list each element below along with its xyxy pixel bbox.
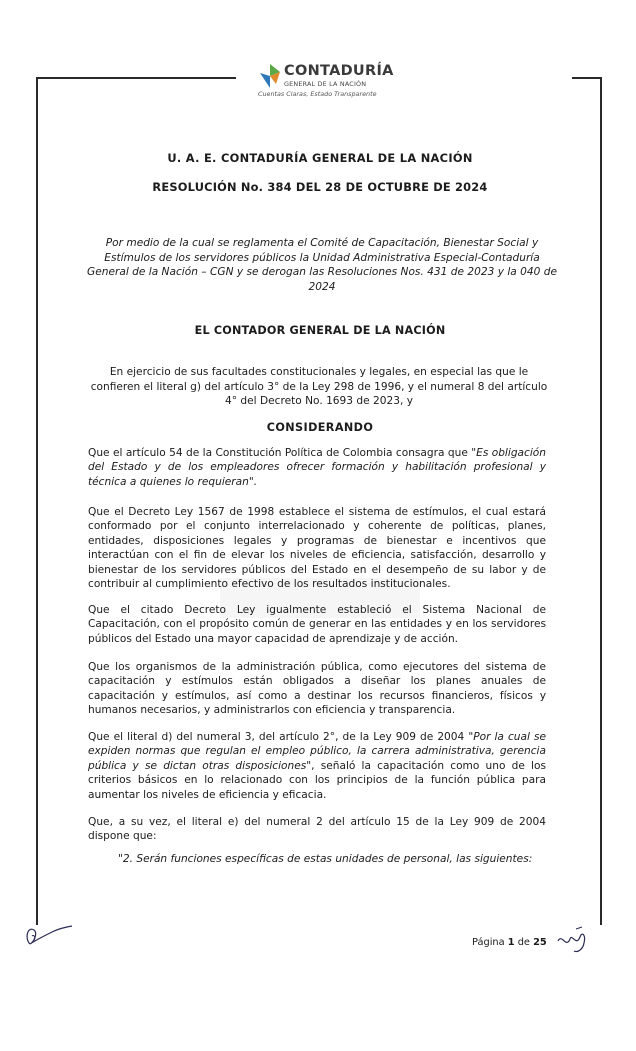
paragraph-text: Que el artículo 54 de la Constitución Política de Colombia consagra que [88,447,472,459]
paragraph-literal-e: Que, a su vez, el literal e) del numeral 2 del artículo 15 de la Ley 909 de 2004 dispone que: [88,816,546,843]
quoted-article: "2. Serán funciones específicas de estas unidades de personal, las siguientes: [118,853,533,865]
paragraph-constitution [88,446,546,489]
paragraph-organismos: Que los organismos de la administración pública, como ejecutores del sistema de capacitación y estímulos están obligados a diseñar los planes anuales de capacitación y estímulos, así como a destinar los recursos financieros, físicos y humanos necesarios, y administrarlos con eficiencia y transparencia. [88,661,546,717]
frame-top-right-line [572,77,602,79]
logo-subtitle: GENERAL DE LA NACIÓN [284,80,367,88]
paragraph-decreto-1567: Que el Decreto Ley 1567 de 1998 establece el sistema de estímulos, el cual estará conformado por el conjunto interrelacionado y coherente de políticas, planes, entidades, disposiciones legales y programas de bienestar e incentivos que interactúan con el fin de elevar los niveles de eficiencia, satisfacción, desarrollo y bienestar de los servidores públicos del Estado en el desempeño de su labor y de contribuir al cumplimiento efectivo de los resultados institucionales. [88,506,546,591]
quoted-text: "Por la cual se expiden normas que regulan el empleo público, la carrera administrativa, gerencia pública y se dictan otras disposiciones" [88,731,546,772]
authority-heading: EL CONTADOR GENERAL DE LA NACIÓN [194,324,446,337]
page-current: 1 [507,937,515,948]
page-total: 25 [533,937,547,948]
cgn-logo-icon [258,64,282,90]
resolution-subject: Por medio de la cual se reglamenta el Comité de Capacitación, Bienestar Social y Estímulos de los servidores públicos la Unidad Administrativa Especial-Contaduría General de la Nación – CGN y se derogan las Resoluciones Nos. 431 de 2023 y la 040 de 2024 [87,237,557,293]
page-number [472,937,547,948]
paragraph-text: , señaló la capacitación como uno de los criterios básicos en lo relacionado con los principios de la función pública para aumentar los niveles de eficiencia y eficacia. [88,759,546,801]
cgn-logo [258,63,394,99]
preamble-text: En ejercicio de sus facultades constitucionales y legales, en especial las que le confieren el literal g) del artículo 3° de la Ley 298 de 1996, y el numeral 8 del artículo 4° del Decreto No. 1693 de 2023, y [90,366,548,407]
initials-signature-right [556,923,590,955]
quoted-text: "Es obligación del Estado y de los empleadores ofrecer formación y habilitación profesional y técnica a quienes lo requieran". [88,447,547,488]
paragraph-sistema-capacitacion: Que el citado Decreto Ley igualmente estableció el Sistema Nacional de Capacitación, con el propósito común de generar en las entidades y en los servidores públicos del Estado una mayor capacidad de aprendizaje y de acción. [88,604,546,645]
paragraph-ley-909 [88,730,546,802]
logo-name: CONTADURÍA [284,63,394,79]
logo-tagline: Cuentas Claras, Estado Transparente [258,90,377,98]
entity-heading: U. A. E. CONTADURÍA GENERAL DE LA NACIÓN [167,151,473,165]
page-label: Página [472,937,505,948]
initials-signature-left [22,920,74,950]
frame-left-line [36,77,38,925]
paragraph-text: Que el literal d) del numeral 3, del artículo 2°, de la Ley 909 de 2004 [88,731,469,743]
considerando-heading: CONSIDERANDO [266,421,374,434]
frame-top-left-line [36,77,236,79]
page-separator: de [517,937,530,948]
resolution-heading: RESOLUCIÓN No. 384 DEL 28 DE OCTUBRE DE 2024 [152,180,488,194]
frame-right-line [600,77,602,925]
